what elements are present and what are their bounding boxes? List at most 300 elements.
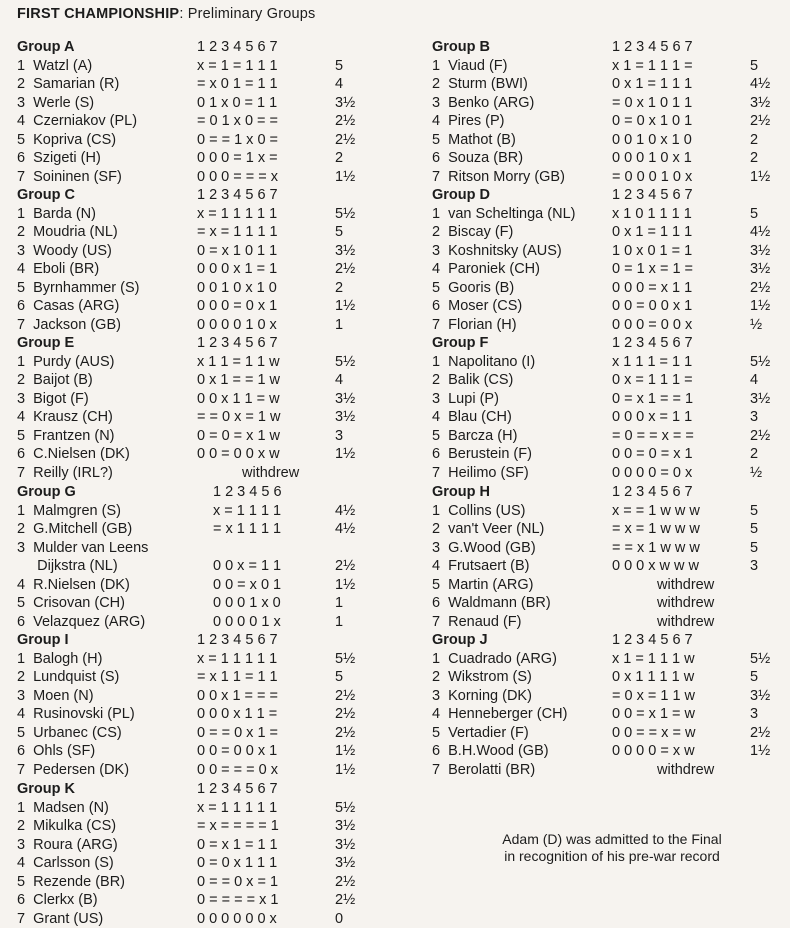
results-cells: 0 0 0 x 1 = 1 bbox=[197, 260, 277, 279]
total-score: 2½ bbox=[335, 687, 355, 706]
player-name: 5 Gooris (B) bbox=[432, 279, 514, 298]
player-row bbox=[432, 390, 790, 409]
player-row bbox=[432, 539, 790, 558]
player-name: 5 Vertadier (F) bbox=[432, 724, 529, 743]
results-cells: x = 1 1 1 1 bbox=[213, 502, 281, 521]
player-name: 5 Kopriva (CS) bbox=[17, 131, 116, 150]
results-cells: 0 0 x 1 = = = bbox=[197, 687, 278, 706]
results-cells: 0 0 0 = 1 x = bbox=[197, 149, 278, 168]
results-cells: 0 0 0 x w w w bbox=[612, 557, 699, 576]
column-numbers: 1 2 3 4 5 6 7 bbox=[197, 334, 278, 353]
results-cells: x = 1 1 1 1 1 bbox=[197, 650, 277, 669]
results-cells: 0 = 0 x 1 1 1 bbox=[197, 854, 277, 873]
results-cells: 0 0 = = x = w bbox=[612, 724, 695, 743]
player-row bbox=[17, 854, 387, 873]
group-header bbox=[17, 780, 387, 799]
player-row bbox=[432, 445, 790, 464]
column-numbers: 1 2 3 4 5 6 7 bbox=[197, 780, 278, 799]
total-score: ½ bbox=[750, 316, 762, 335]
player-row bbox=[17, 502, 387, 521]
column-numbers: 1 2 3 4 5 6 7 bbox=[612, 186, 693, 205]
note-line-1: Adam (D) was admitted to the Final bbox=[462, 831, 762, 848]
player-row bbox=[432, 408, 790, 427]
total-score: 2½ bbox=[335, 873, 355, 892]
group-table bbox=[17, 483, 387, 631]
total-score: 2 bbox=[335, 279, 343, 298]
player-row bbox=[17, 705, 387, 724]
player-name: 6 Ohls (SF) bbox=[17, 742, 95, 761]
page-title bbox=[17, 6, 315, 22]
group-name: Group A bbox=[17, 38, 74, 57]
note-line-2: in recognition of his pre-war record bbox=[462, 848, 762, 865]
player-name: 2 Lundquist (S) bbox=[17, 668, 119, 687]
player-row bbox=[432, 613, 790, 632]
total-score: 5½ bbox=[750, 650, 770, 669]
player-name: 6 Moser (CS) bbox=[432, 297, 522, 316]
player-row bbox=[17, 94, 387, 113]
column-numbers: 1 2 3 4 5 6 7 bbox=[612, 38, 693, 57]
player-row bbox=[17, 539, 387, 558]
results-cells: x 1 = 1 1 1 w bbox=[612, 650, 695, 669]
player-name: 7 Florian (H) bbox=[432, 316, 517, 335]
group-table bbox=[17, 38, 387, 186]
player-name: 2 Samarian (R) bbox=[17, 75, 119, 94]
player-row bbox=[17, 891, 387, 910]
total-score: 3½ bbox=[335, 242, 355, 261]
player-row bbox=[17, 799, 387, 818]
player-name: 1 Napolitano (I) bbox=[432, 353, 535, 372]
player-name: 6 Szigeti (H) bbox=[17, 149, 101, 168]
player-name: 3 Koshnitsky (AUS) bbox=[432, 242, 562, 261]
player-row bbox=[17, 168, 387, 187]
player-name: 1 Watzl (A) bbox=[17, 57, 92, 76]
player-row bbox=[432, 650, 790, 669]
player-name: 2 Wikstrom (S) bbox=[432, 668, 532, 687]
results-cells: 0 0 0 0 = x w bbox=[612, 742, 695, 761]
player-name: 3 Woody (US) bbox=[17, 242, 112, 261]
player-name: 2 Biscay (F) bbox=[432, 223, 513, 242]
total-score: 2½ bbox=[335, 724, 355, 743]
player-name: 5 Byrnhammer (S) bbox=[17, 279, 139, 298]
total-score: 4½ bbox=[750, 223, 770, 242]
total-score: 5 bbox=[335, 223, 343, 242]
results-cells: 0 = x 1 0 1 1 bbox=[197, 242, 277, 261]
player-name: 4 Eboli (BR) bbox=[17, 260, 99, 279]
results-cells: = x = = = = 1 bbox=[197, 817, 279, 836]
player-row bbox=[17, 408, 387, 427]
total-score: 1½ bbox=[335, 297, 355, 316]
player-row bbox=[17, 390, 387, 409]
total-score: 5½ bbox=[335, 799, 355, 818]
results-cells: 0 0 0 0 0 0 x bbox=[197, 910, 277, 928]
results-cells: x 1 1 1 = 1 1 bbox=[612, 353, 692, 372]
player-name: 3 Lupi (P) bbox=[432, 390, 499, 409]
results-cells: 0 0 x = 1 1 bbox=[213, 557, 281, 576]
total-score: 3½ bbox=[750, 260, 770, 279]
total-score: 1½ bbox=[335, 742, 355, 761]
results-cells: 0 = = 0 x = 1 bbox=[197, 873, 278, 892]
total-score: ½ bbox=[750, 464, 762, 483]
total-score: 5 bbox=[750, 502, 758, 521]
player-name: 1 Madsen (N) bbox=[17, 799, 109, 818]
total-score: 5½ bbox=[335, 205, 355, 224]
title-subtitle: : Preliminary Groups bbox=[179, 6, 315, 22]
group-name: Group D bbox=[432, 186, 490, 205]
player-row bbox=[17, 427, 387, 446]
results-cells: 0 0 0 = 0 0 x bbox=[612, 316, 692, 335]
group-header bbox=[17, 631, 387, 650]
player-name: 5 Rezende (BR) bbox=[17, 873, 125, 892]
player-name: 6 Velazquez (ARG) bbox=[17, 613, 145, 632]
player-name: 3 Mulder van Leens bbox=[17, 539, 148, 558]
results-cells: = 0 1 x 0 = = bbox=[197, 112, 278, 131]
total-score: 3½ bbox=[750, 687, 770, 706]
column-numbers: 1 2 3 4 5 6 7 bbox=[197, 186, 278, 205]
total-score: 2 bbox=[335, 149, 343, 168]
results-cells: = x = 1 w w w bbox=[612, 520, 700, 539]
player-row bbox=[432, 168, 790, 187]
player-name: 4 Czerniakov (PL) bbox=[17, 112, 137, 131]
results-cells: = = 0 x = 1 w bbox=[197, 408, 280, 427]
results-cells: = 0 x 1 0 1 1 bbox=[612, 94, 692, 113]
results-cells: = 0 x = 1 1 w bbox=[612, 687, 695, 706]
withdrew-label: withdrew bbox=[657, 576, 714, 595]
total-score: 2½ bbox=[335, 112, 355, 131]
player-row bbox=[432, 297, 790, 316]
player-name: 3 Werle (S) bbox=[17, 94, 94, 113]
column-numbers: 1 2 3 4 5 6 7 bbox=[612, 631, 693, 650]
total-score: 1½ bbox=[335, 168, 355, 187]
total-score: 4½ bbox=[335, 520, 355, 539]
player-name: 7 Pedersen (DK) bbox=[17, 761, 129, 780]
player-row bbox=[17, 873, 387, 892]
player-name: 6 Waldmann (BR) bbox=[432, 594, 551, 613]
player-row bbox=[432, 576, 790, 595]
results-cells: = = x 1 w w w bbox=[612, 539, 700, 558]
player-name: 6 Berustein (F) bbox=[432, 445, 532, 464]
results-cells: 0 0 0 = x 1 1 bbox=[612, 279, 692, 298]
total-score: 1½ bbox=[750, 742, 770, 761]
group-table bbox=[17, 631, 387, 779]
results-cells: 0 = 0 x 1 0 1 bbox=[612, 112, 692, 131]
results-cells: = x 0 1 = 1 1 bbox=[197, 75, 278, 94]
results-cells: 0 = = 1 x 0 = bbox=[197, 131, 278, 150]
player-name: 3 Moen (N) bbox=[17, 687, 94, 706]
player-row bbox=[432, 502, 790, 521]
player-row bbox=[17, 594, 387, 613]
total-score: 0 bbox=[335, 910, 343, 928]
total-score: 3 bbox=[750, 557, 758, 576]
group-table bbox=[432, 334, 790, 482]
player-row bbox=[17, 131, 387, 150]
total-score: 2 bbox=[750, 445, 758, 464]
player-row bbox=[432, 464, 790, 483]
player-name: 3 Korning (DK) bbox=[432, 687, 532, 706]
player-row bbox=[17, 445, 387, 464]
player-name: 3 G.Wood (GB) bbox=[432, 539, 536, 558]
total-score: 3½ bbox=[335, 408, 355, 427]
player-row bbox=[432, 557, 790, 576]
total-score: 5 bbox=[335, 57, 343, 76]
results-cells: 0 = = = = x 1 bbox=[197, 891, 278, 910]
player-name: 4 Carlsson (S) bbox=[17, 854, 114, 873]
results-cells: 0 x 1 = 1 1 1 bbox=[612, 75, 692, 94]
total-score: 5½ bbox=[750, 353, 770, 372]
player-name: 2 Moudria (NL) bbox=[17, 223, 118, 242]
player-row bbox=[17, 57, 387, 76]
column-numbers: 1 2 3 4 5 6 7 bbox=[612, 334, 693, 353]
player-row bbox=[17, 316, 387, 335]
player-name: 5 Urbanec (CS) bbox=[17, 724, 122, 743]
player-name: 6 Souza (BR) bbox=[432, 149, 523, 168]
player-row bbox=[17, 297, 387, 316]
withdrew-label: withdrew bbox=[657, 613, 714, 632]
results-cells: 1 0 x 0 1 = 1 bbox=[612, 242, 692, 261]
total-score: 2 bbox=[750, 131, 758, 150]
player-name: 4 Paroniek (CH) bbox=[432, 260, 540, 279]
column-numbers: 1 2 3 4 5 6 7 bbox=[612, 483, 693, 502]
player-row bbox=[432, 316, 790, 335]
results-cells: 0 0 = 0 = x 1 bbox=[612, 445, 693, 464]
results-cells: 0 x 1 = = 1 w bbox=[197, 371, 280, 390]
player-row bbox=[17, 75, 387, 94]
results-cells: 0 1 x 0 = 1 1 bbox=[197, 94, 277, 113]
results-cells: 0 0 0 = 0 x 1 bbox=[197, 297, 277, 316]
total-score: 2½ bbox=[335, 705, 355, 724]
total-score: 3 bbox=[750, 408, 758, 427]
total-score: 3½ bbox=[750, 94, 770, 113]
player-row bbox=[432, 242, 790, 261]
player-row bbox=[17, 817, 387, 836]
group-header bbox=[17, 483, 387, 502]
player-name: 4 Henneberger (CH) bbox=[432, 705, 567, 724]
player-name: 1 Cuadrado (ARG) bbox=[432, 650, 557, 669]
player-row bbox=[17, 836, 387, 855]
group-header bbox=[432, 334, 790, 353]
results-cells: 0 0 0 0 1 x bbox=[213, 613, 281, 632]
total-score: 2½ bbox=[750, 427, 770, 446]
player-name: 3 Bigot (F) bbox=[17, 390, 89, 409]
player-row bbox=[432, 761, 790, 780]
results-cells: 0 = x 1 = 1 1 bbox=[197, 836, 278, 855]
total-score: 4½ bbox=[750, 75, 770, 94]
player-name: 7 Grant (US) bbox=[17, 910, 103, 928]
total-score: 3½ bbox=[750, 242, 770, 261]
results-cells: 0 x 1 = 1 1 1 bbox=[612, 223, 692, 242]
player-name: 2 Baijot (B) bbox=[17, 371, 93, 390]
player-name: Dijkstra (NL) bbox=[17, 557, 118, 576]
player-name: 1 Malmgren (S) bbox=[17, 502, 121, 521]
column-numbers: 1 2 3 4 5 6 7 bbox=[197, 38, 278, 57]
player-row bbox=[432, 260, 790, 279]
total-score: 1 bbox=[335, 316, 343, 335]
results-cells: x = 1 1 1 1 1 bbox=[197, 799, 277, 818]
group-table bbox=[17, 334, 387, 482]
total-score: 5 bbox=[335, 668, 343, 687]
player-name: 4 R.Nielsen (DK) bbox=[17, 576, 130, 595]
player-row bbox=[17, 279, 387, 298]
player-name: 5 Frantzen (N) bbox=[17, 427, 115, 446]
player-name: 7 Ritson Morry (GB) bbox=[432, 168, 565, 187]
results-cells: 0 0 0 x 1 1 = bbox=[197, 705, 277, 724]
player-row bbox=[432, 94, 790, 113]
total-score: 1½ bbox=[750, 168, 770, 187]
group-header bbox=[432, 186, 790, 205]
group-table bbox=[17, 186, 387, 334]
group-name: Group B bbox=[432, 38, 490, 57]
player-row bbox=[17, 613, 387, 632]
total-score: 5 bbox=[750, 668, 758, 687]
total-score: 3 bbox=[335, 427, 343, 446]
results-cells: 0 0 0 1 0 x 1 bbox=[612, 149, 692, 168]
results-cells: 0 0 = x 0 1 bbox=[213, 576, 281, 595]
player-name: 7 Renaud (F) bbox=[432, 613, 521, 632]
player-name: 7 Berolatti (BR) bbox=[432, 761, 535, 780]
results-cells: = 0 0 0 1 0 x bbox=[612, 168, 692, 187]
total-score: 3½ bbox=[335, 390, 355, 409]
player-name: 2 G.Mitchell (GB) bbox=[17, 520, 132, 539]
total-score: 5 bbox=[750, 57, 758, 76]
player-row bbox=[17, 687, 387, 706]
player-row bbox=[432, 112, 790, 131]
total-score: 5 bbox=[750, 205, 758, 224]
player-row bbox=[432, 724, 790, 743]
results-cells: 0 0 = 0 0 x w bbox=[197, 445, 280, 464]
player-row bbox=[17, 149, 387, 168]
player-name: 7 Jackson (GB) bbox=[17, 316, 121, 335]
player-row bbox=[17, 223, 387, 242]
results-cells: x = = 1 w w w bbox=[612, 502, 700, 521]
total-score: 1½ bbox=[335, 761, 355, 780]
group-name: Group F bbox=[432, 334, 488, 353]
player-name: 6 C.Nielsen (DK) bbox=[17, 445, 130, 464]
player-name: 1 Balogh (H) bbox=[17, 650, 102, 669]
total-score: 4½ bbox=[335, 502, 355, 521]
player-name: 5 Mathot (B) bbox=[432, 131, 516, 150]
player-row bbox=[17, 557, 387, 576]
player-name: 7 Heilimo (SF) bbox=[432, 464, 529, 483]
player-name: 4 Blau (CH) bbox=[432, 408, 512, 427]
player-row bbox=[432, 57, 790, 76]
group-name: Group I bbox=[17, 631, 69, 650]
total-score: 5½ bbox=[335, 353, 355, 372]
player-row bbox=[17, 464, 387, 483]
player-row bbox=[432, 205, 790, 224]
group-header bbox=[432, 631, 790, 650]
player-row bbox=[432, 353, 790, 372]
player-name: 6 B.H.Wood (GB) bbox=[432, 742, 549, 761]
results-cells: 0 x = 1 1 1 = bbox=[612, 371, 693, 390]
player-name: 2 van't Veer (NL) bbox=[432, 520, 544, 539]
results-cells: x = 1 = 1 1 1 bbox=[197, 57, 278, 76]
results-cells: 0 = x 1 = = 1 bbox=[612, 390, 693, 409]
player-name: 1 Collins (US) bbox=[432, 502, 525, 521]
player-name: 2 Balik (CS) bbox=[432, 371, 513, 390]
player-row bbox=[17, 910, 387, 928]
total-score: 2½ bbox=[750, 279, 770, 298]
total-score: 1½ bbox=[335, 445, 355, 464]
player-row bbox=[432, 520, 790, 539]
column-numbers: 1 2 3 4 5 6 7 bbox=[197, 631, 278, 650]
group-table bbox=[432, 38, 790, 186]
player-name: 3 Roura (ARG) bbox=[17, 836, 118, 855]
total-score: 1½ bbox=[335, 576, 355, 595]
player-name: 7 Reilly (IRL?) bbox=[17, 464, 113, 483]
results-cells: x 1 1 = 1 1 w bbox=[197, 353, 280, 372]
player-row bbox=[432, 427, 790, 446]
results-cells: = 0 = = x = = bbox=[612, 427, 694, 446]
total-score: 2½ bbox=[750, 724, 770, 743]
group-header bbox=[17, 38, 387, 57]
group-name: Group G bbox=[17, 483, 76, 502]
total-score: 3½ bbox=[335, 817, 355, 836]
group-header bbox=[17, 186, 387, 205]
player-row bbox=[17, 242, 387, 261]
results-cells: 0 0 0 1 x 0 bbox=[213, 594, 281, 613]
player-row bbox=[17, 353, 387, 372]
total-score: 1 bbox=[335, 613, 343, 632]
total-score: 3½ bbox=[335, 854, 355, 873]
group-header bbox=[432, 483, 790, 502]
group-name: Group C bbox=[17, 186, 75, 205]
results-cells: 0 0 1 0 x 1 0 bbox=[612, 131, 692, 150]
total-score: 5 bbox=[750, 520, 758, 539]
total-score: 2½ bbox=[335, 891, 355, 910]
player-row bbox=[432, 687, 790, 706]
results-cells: = x 1 1 = 1 1 bbox=[197, 668, 278, 687]
player-name: 7 Soininen (SF) bbox=[17, 168, 122, 187]
group-header bbox=[17, 334, 387, 353]
player-name: 1 van Scheltinga (NL) bbox=[432, 205, 575, 224]
player-name: 2 Mikulka (CS) bbox=[17, 817, 116, 836]
total-score: 4 bbox=[750, 371, 758, 390]
group-header bbox=[432, 38, 790, 57]
results-cells: 0 0 = 0 0 x 1 bbox=[197, 742, 277, 761]
results-cells: 0 0 0 0 1 0 x bbox=[197, 316, 277, 335]
final-note bbox=[462, 831, 762, 865]
results-cells: 0 x 1 1 1 1 w bbox=[612, 668, 694, 687]
player-row bbox=[432, 371, 790, 390]
group-name: Group E bbox=[17, 334, 74, 353]
player-name: 4 Rusinovski (PL) bbox=[17, 705, 135, 724]
results-cells: x 1 0 1 1 1 1 bbox=[612, 205, 692, 224]
player-row bbox=[17, 260, 387, 279]
player-row bbox=[17, 724, 387, 743]
results-cells: 0 0 1 0 x 1 0 bbox=[197, 279, 277, 298]
total-score: 4 bbox=[335, 75, 343, 94]
player-row bbox=[17, 650, 387, 669]
player-name: 1 Viaud (F) bbox=[432, 57, 508, 76]
player-row bbox=[432, 131, 790, 150]
player-name: 6 Clerkx (B) bbox=[17, 891, 98, 910]
withdrew-label: withdrew bbox=[657, 594, 714, 613]
player-name: 1 Barda (N) bbox=[17, 205, 96, 224]
player-row bbox=[432, 705, 790, 724]
player-row bbox=[17, 371, 387, 390]
column-numbers: 1 2 3 4 5 6 bbox=[213, 483, 282, 502]
results-cells: 0 0 = = = 0 x bbox=[197, 761, 278, 780]
group-name: Group H bbox=[432, 483, 490, 502]
player-row bbox=[432, 594, 790, 613]
group-table bbox=[432, 483, 790, 631]
results-cells: 0 0 x 1 1 = w bbox=[197, 390, 280, 409]
player-name: 5 Barcza (H) bbox=[432, 427, 517, 446]
player-name: 2 Sturm (BWI) bbox=[432, 75, 528, 94]
total-score: 5 bbox=[750, 539, 758, 558]
player-name: 3 Benko (ARG) bbox=[432, 94, 534, 113]
results-cells: 0 = 1 x = 1 = bbox=[612, 260, 693, 279]
player-name: 4 Frutsaert (B) bbox=[432, 557, 530, 576]
